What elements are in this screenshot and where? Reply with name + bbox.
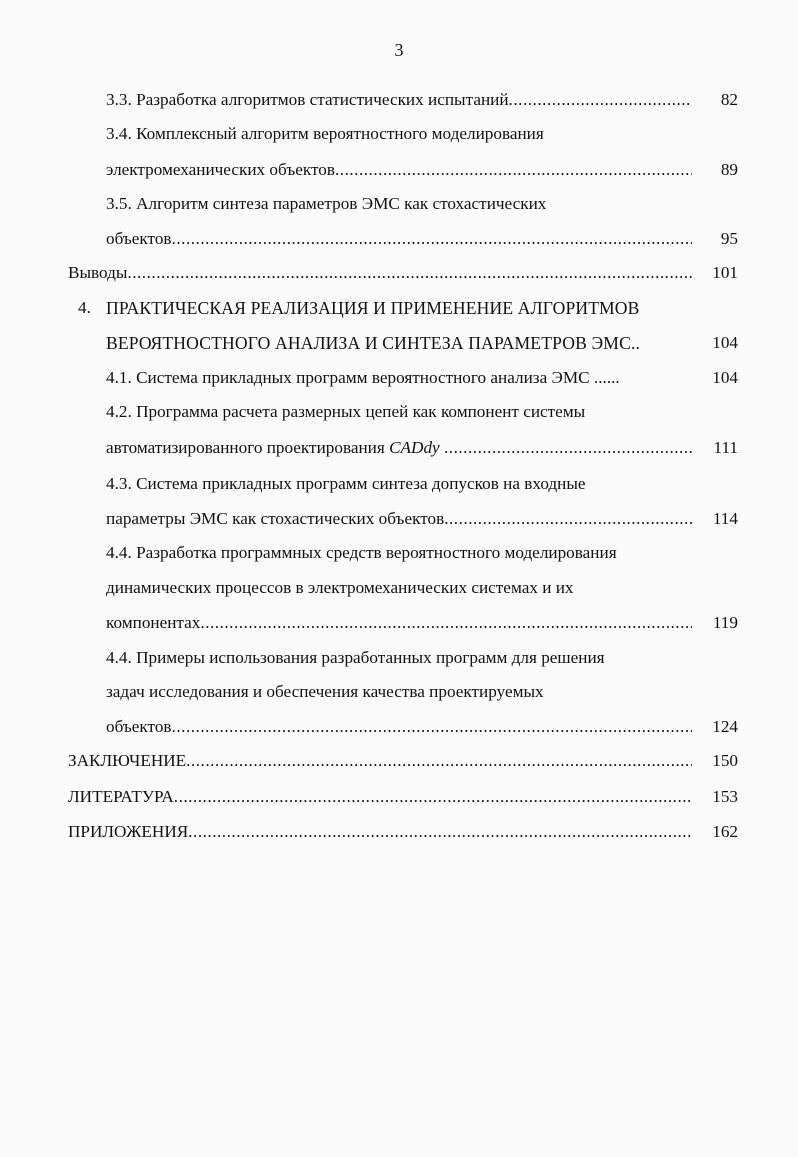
toc-entry-title: ПРИЛОЖЕНИЯ (68, 822, 189, 841)
toc-entry-title-continued: объектов (106, 717, 172, 736)
leader-dots (444, 436, 692, 460)
toc-entry-title: ЛИТЕРАТУРА (68, 787, 174, 806)
toc-page-number: 150 (712, 751, 738, 770)
toc-entry-title-continued: объектов (106, 229, 172, 248)
toc-entry-title-continued: задач исследования и обеспечения качества проектируемых (106, 682, 544, 701)
toc-entry-title: 4.4. Разработка программных средств вероятностного моделирования (106, 543, 617, 562)
toc-entry-title-continued: автоматизированного проектирования (106, 438, 385, 457)
toc-page-number: 89 (720, 160, 738, 179)
leader-dots (335, 158, 692, 182)
toc-page-number: 119 (712, 613, 738, 632)
software-name: CADdy (389, 438, 440, 457)
chapter-number: 4. (78, 298, 91, 317)
leader-dots (200, 611, 692, 635)
toc-entry-title-continued: ВЕРОЯТНОСТНОГО АНАЛИЗА И СИНТЕЗА ПАРАМЕТРОВ ЭМС.. (106, 333, 641, 353)
toc-page-number: 104 (712, 368, 738, 387)
toc-page-number: 162 (712, 822, 738, 841)
leader-dots (188, 820, 692, 844)
toc-entry-title: 4.2. Программа расчета размерных цепей как компонент системы (106, 402, 586, 421)
toc-page-number: 95 (720, 229, 738, 248)
toc-entry-title-continued: компонентах (106, 613, 201, 632)
toc-page-number: 101 (712, 263, 738, 282)
leader-dots (172, 715, 692, 739)
toc-entry-title-continued: параметры ЭМС как стохастических объектов (106, 509, 445, 528)
toc-entry-title: ПРАКТИЧЕСКАЯ РЕАЛИЗАЦИЯ И ПРИМЕНЕНИЕ АЛГОРИТМОВ (106, 298, 640, 318)
leader-dots (174, 785, 692, 809)
leader-dots (509, 88, 692, 112)
toc-entry-title: 4.4. Примеры использования разработанных программ для решения (106, 648, 605, 667)
leader-dots (444, 507, 692, 531)
toc-entry-title-continued: электромеханических объектов (106, 160, 335, 179)
toc-entry-title: ЗАКЛЮЧЕНИЕ (68, 751, 187, 770)
leader-dots (186, 749, 692, 773)
toc-entry-title: Выводы (68, 263, 128, 282)
toc-entry-title: 3.5. Алгоритм синтеза параметров ЭМС как стохастических (106, 194, 547, 213)
toc-page-number: 104 (712, 333, 738, 352)
toc-page-number: 114 (712, 509, 738, 528)
toc-entry-title: 3.4. Комплексный алгоритм вероятностного моделирования (106, 124, 544, 143)
toc-entry-title: 3.3. Разработка алгоритмов статистических испытаний (106, 90, 509, 109)
toc-page-number: 82 (720, 90, 738, 109)
toc-page-number: 111 (713, 438, 738, 457)
toc-entry-title-continued: динамических процессов в электромеханических системах и их (106, 578, 574, 597)
toc-entry-title: 4.1. Система прикладных программ вероятностного анализа ЭМС ...... (106, 368, 620, 387)
leader-dots (127, 261, 692, 285)
page-number: 3 (394, 40, 404, 60)
toc-page-number: 124 (712, 717, 738, 736)
leader-dots (172, 227, 692, 251)
toc-entry-title: 4.3. Система прикладных программ синтеза допусков на входные (106, 474, 586, 493)
toc-page-number: 153 (712, 787, 738, 806)
